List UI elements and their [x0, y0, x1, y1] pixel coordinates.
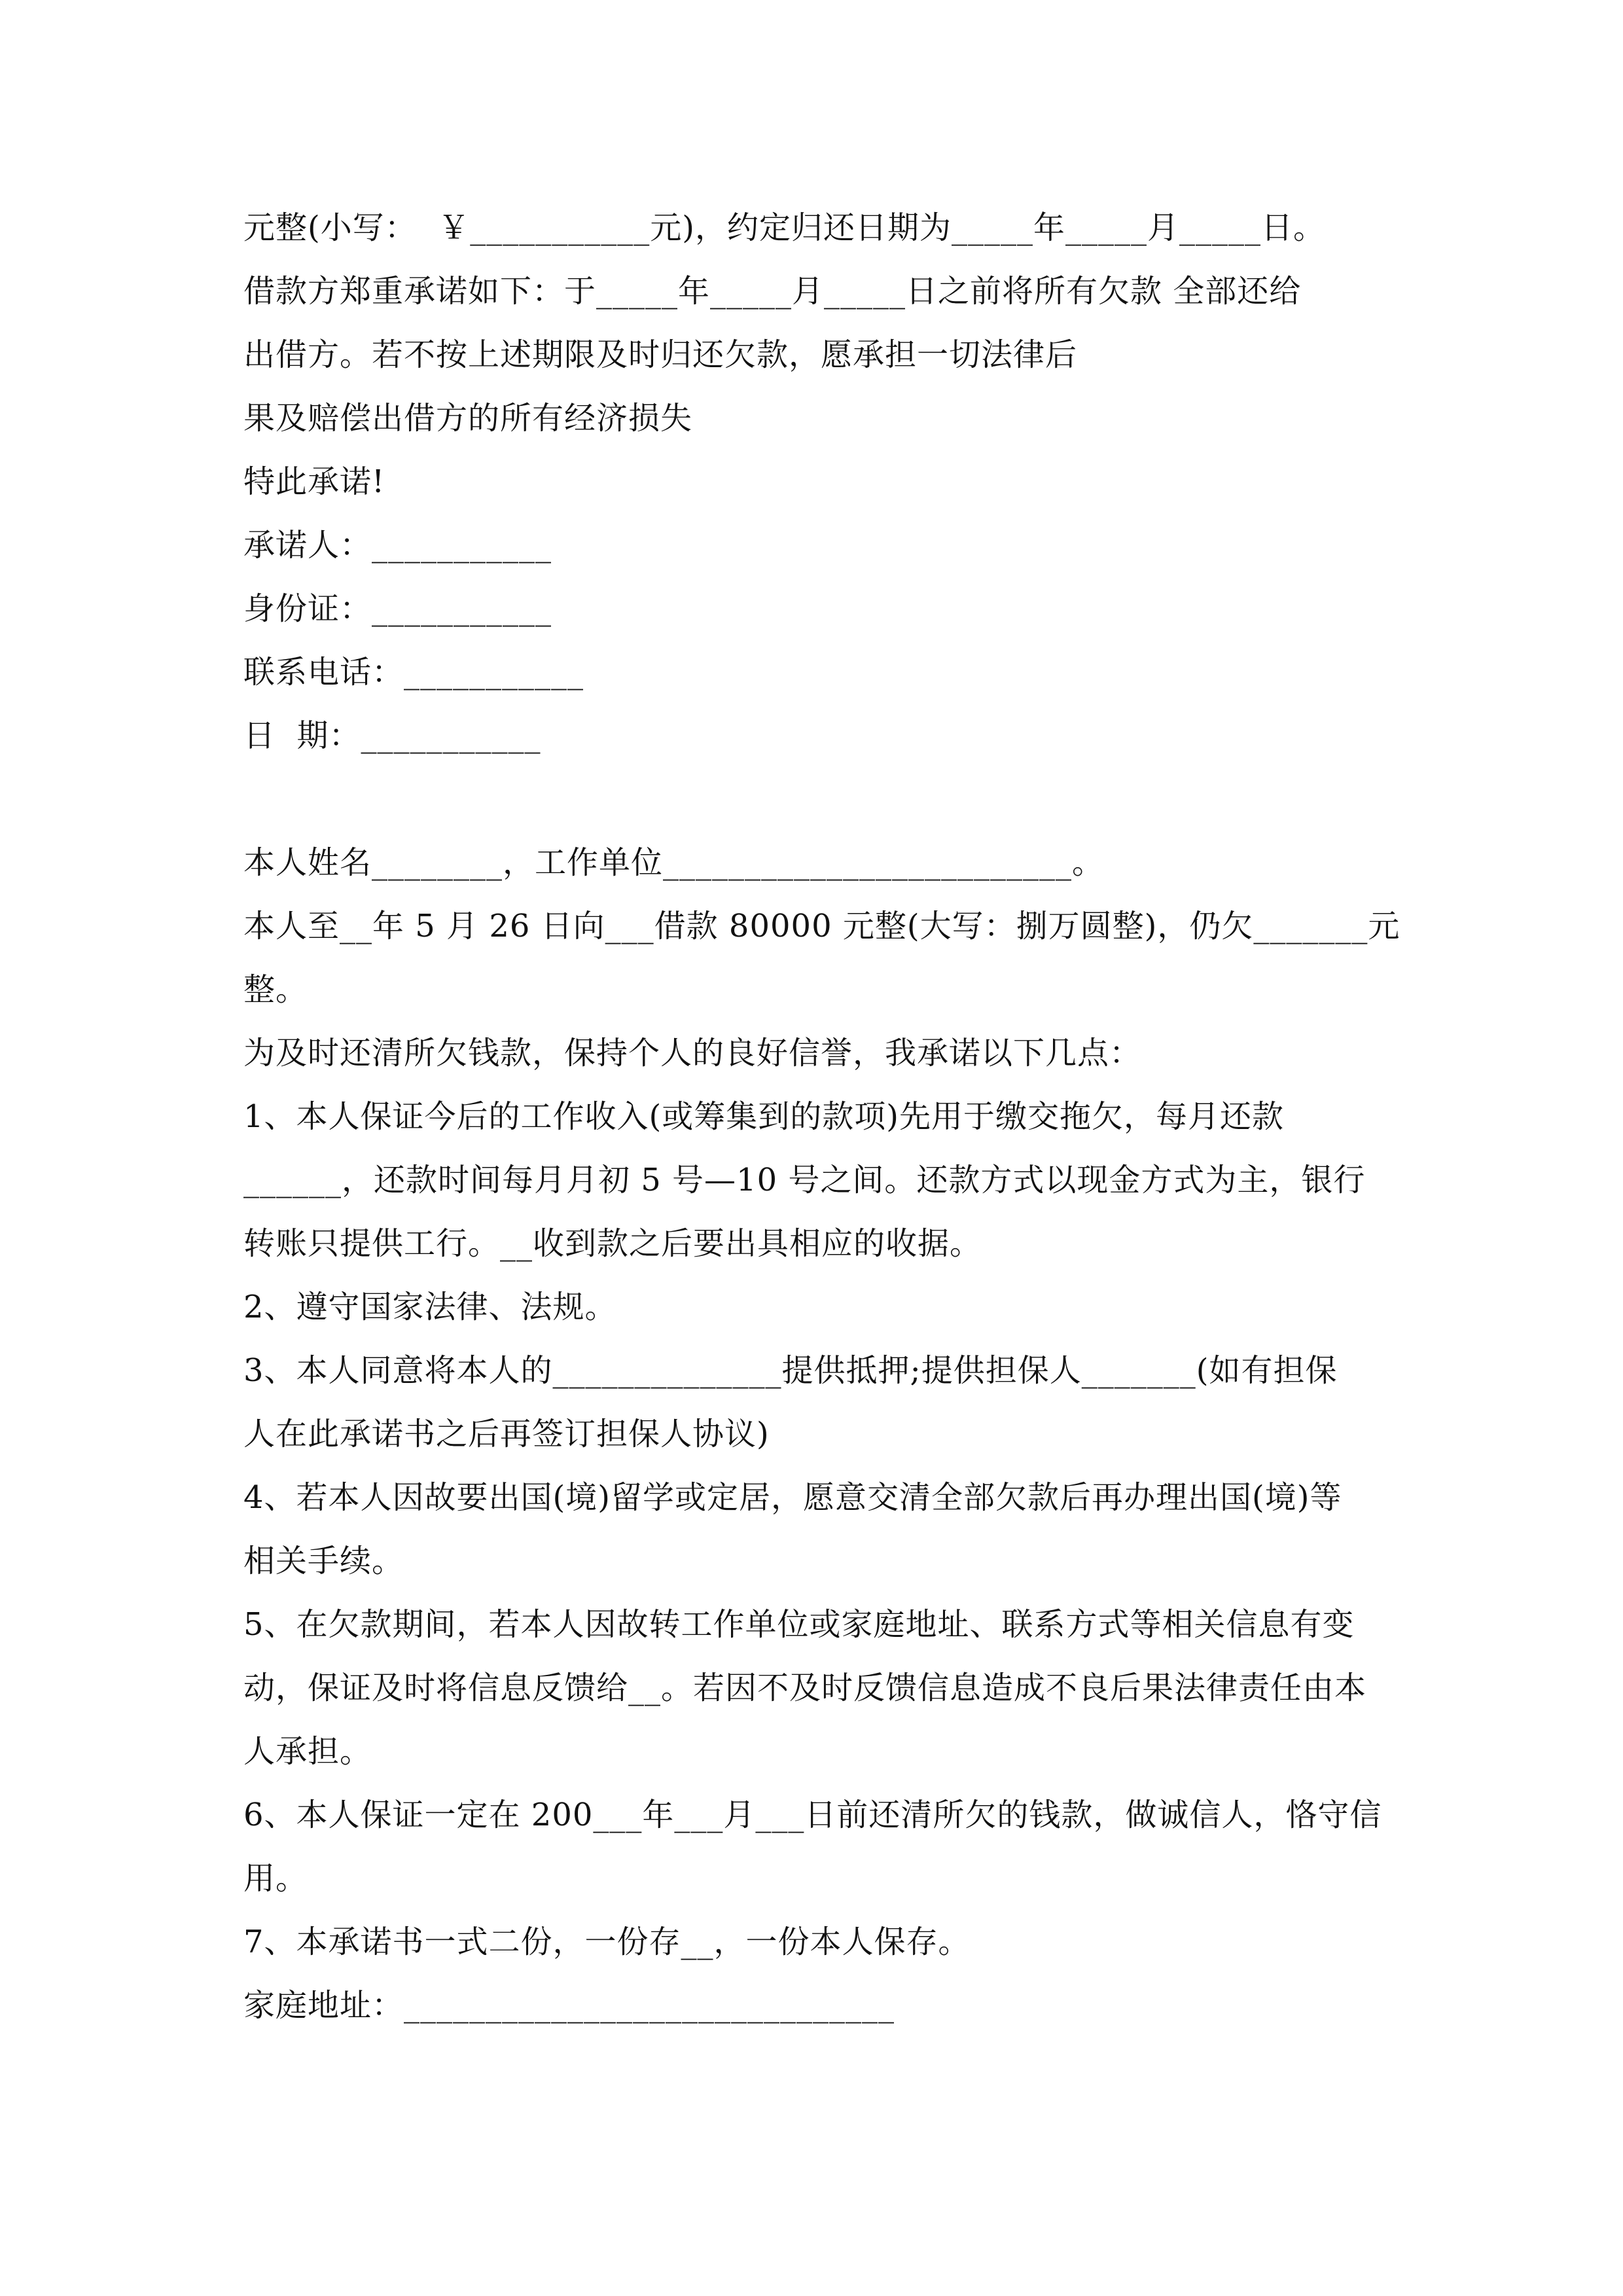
text-line: 元整(小写： ￥___________元)，约定归还日期为_____年_____月_____日。	[243, 209, 1325, 246]
text-line: 本人至__年 5 月 26 日向___借款 80000 元整(大写：捌万圆整)，仍欠_______元	[243, 908, 1400, 944]
text-line: 果及赔偿出借方的所有经济损失	[243, 400, 693, 437]
text-line: 6、本人保证一定在 200___年___月___日前还清所欠的钱款，做诚信人，恪守信	[243, 1797, 1382, 1833]
text-line: 人在此承诺书之后再签订担保人协议)	[243, 1416, 770, 1452]
text-line: 3、本人同意将本人的______________提供抵押;提供担保人_______(如有担保	[243, 1352, 1338, 1389]
phone-field: 联系电话：___________	[243, 654, 584, 691]
promise-section	[243, 196, 1382, 768]
text-line: 借款方郑重承诺如下：于_____年_____月_____日之前将所有欠款 全部还给	[243, 273, 1302, 310]
signature-field: 承诺人：___________	[243, 527, 552, 564]
text-line: 用。	[243, 1860, 308, 1897]
text-line: 为及时还清所欠钱款，保持个人的良好信誉，我承诺以下几点：	[243, 1035, 1142, 1071]
text-line: 相关手续。	[243, 1543, 404, 1579]
id-field: 身份证：___________	[243, 590, 552, 627]
text-line: 整。	[243, 971, 308, 1008]
text-line: 特此承诺!	[243, 463, 385, 500]
text-line: 转账只提供工行。__收到款之后要出具相应的收据。	[243, 1225, 982, 1262]
commitment-section	[243, 831, 1400, 2037]
text-line: 4、若本人因故要出国(境)留学或定居，愿意交清全部欠款后再办理出国(境)等	[243, 1479, 1342, 1516]
text-line: 5、在欠款期间，若本人因故转工作单位或家庭地址、联系方式等相关信息有变	[243, 1606, 1355, 1643]
document-body	[243, 196, 1400, 2037]
text-line: 本人姓名________，工作单位_________________________。	[243, 844, 1105, 881]
text-line: 1、本人保证今后的工作收入(或筹集到的款项)先用于缴交拖欠，每月还款	[243, 1098, 1284, 1135]
text-line: 人承担。	[243, 1733, 372, 1770]
date-field: 日 期：___________	[243, 717, 541, 754]
text-line: ______，还款时间每月月初 5 号—10 号之间。还款方式以现金方式为主，银行	[243, 1162, 1366, 1198]
text-line: 2、遵守国家法律、法规。	[243, 1289, 617, 1325]
text-line: 动，保证及时将信息反馈给__。若因不及时反馈信息造成不良后果法律责任由本	[243, 1670, 1367, 1706]
address-field: 家庭地址：______________________________	[243, 1987, 895, 2024]
section-gap	[243, 768, 1382, 831]
text-line: 7、本承诺书一式二份，一份存__，一份本人保存。	[243, 1924, 971, 1960]
text-line: 出借方。若不按上述期限及时归还欠款，愿承担一切法律后	[243, 336, 1078, 373]
